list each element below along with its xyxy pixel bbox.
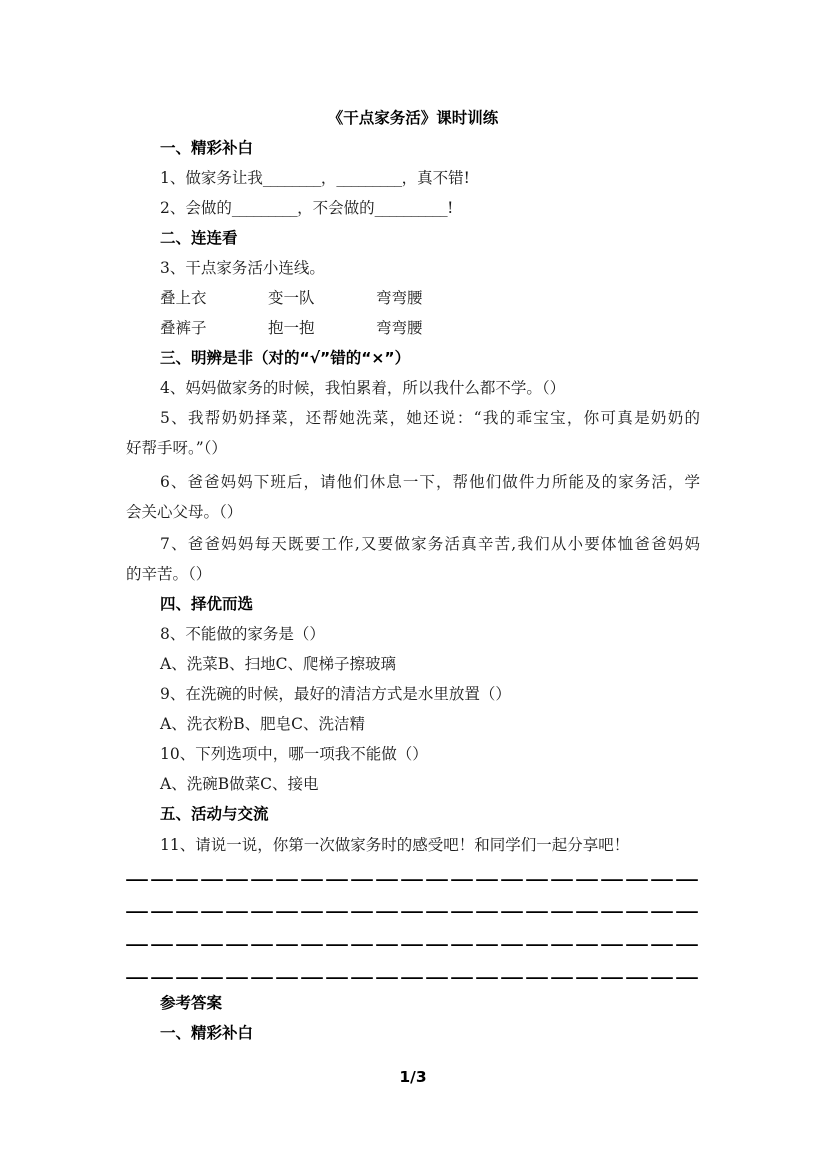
answer-line[interactable]: ———————————————————————: [125, 869, 700, 889]
matching-item: 弯弯腰: [376, 289, 423, 307]
section-heading-activity: 五、活动与交流: [160, 805, 269, 823]
matching-item: 弯弯腰: [376, 319, 423, 337]
question-8: 8、不能做的家务是（）: [160, 625, 325, 643]
answer-line[interactable]: ———————————————————————: [125, 934, 700, 954]
question-10: 10、下列选项中，哪一项我不能做（）: [160, 745, 428, 763]
question-4: 4、妈妈做家务的时候，我怕累着，所以我什么都不学。（）: [160, 379, 566, 397]
question-1-separator: ，: [320, 169, 337, 187]
question-11: 11、请说一说，你第一次做家务时的感受吧！和同学们一起分享吧！: [160, 836, 630, 854]
question-6-line-1: 6、爸爸妈妈下班后，请他们休息一下，帮他们做件力所能及的家务活，学: [160, 473, 700, 491]
section-heading-true-false: 三、明辨是非（对的“√”错的“×”）: [160, 349, 411, 367]
question-1-suffix: ，真不错!: [401, 169, 470, 187]
blank-field[interactable]: _________: [336, 169, 402, 187]
question-2: [160, 197, 453, 219]
question-2-middle: ，不会做的: [297, 199, 375, 217]
matching-row: [0, 317, 826, 339]
answer-key-heading: 参考答案: [160, 994, 223, 1012]
question-2-prefix: 2、会做的: [160, 199, 232, 217]
answer-line[interactable]: ———————————————————————: [125, 967, 700, 987]
matching-item: 变一队: [268, 289, 315, 307]
question-6-line-2: 会关心父母。（）: [126, 503, 243, 521]
matching-item: 抱一抱: [268, 319, 315, 337]
answer-key-section-fill-blanks: 一、精彩补白: [160, 1024, 254, 1042]
question-9-options: A、洗衣粉B、肥皂C、洗洁精: [160, 715, 365, 733]
matching-item: 叠裤子: [160, 319, 207, 337]
question-8-options: A、洗菜B、扫地C、爬梯子擦玻璃: [160, 655, 396, 673]
section-heading-matching: 二、连连看: [160, 229, 238, 247]
blank-field[interactable]: _________: [231, 199, 298, 217]
answer-line[interactable]: ———————————————————————: [125, 901, 700, 921]
page-number: 1/3: [399, 1068, 427, 1086]
document-title: 《干点家务活》课时训练: [327, 109, 499, 127]
matching-item: 叠上衣: [160, 289, 207, 307]
section-heading-multiple-choice: 四、择优而选: [160, 595, 254, 613]
question-5-line-2: 好帮手呀。”（）: [126, 439, 227, 457]
question-1: [160, 167, 470, 189]
question-5-line-1: 5、我帮奶奶择菜，还帮她洗菜，她还说：“我的乖宝宝，你可真是奶奶的: [160, 409, 700, 427]
question-7-line-1: 7、爸爸妈妈每天既要工作,又要做家务活真辛苦,我们从小要体恤爸爸妈妈: [160, 535, 700, 553]
section-heading-fill-blanks: 一、精彩补白: [160, 139, 254, 157]
question-3: 3、干点家务活小连线。: [160, 259, 325, 277]
blank-field[interactable]: ________: [262, 169, 321, 187]
question-7-line-2: 的辛苦。（）: [126, 565, 212, 583]
matching-row: [0, 287, 826, 309]
question-10-options: A、洗碗B做菜C、接电: [160, 775, 319, 793]
question-2-suffix: !: [447, 199, 454, 217]
blank-field[interactable]: __________: [374, 199, 448, 217]
question-1-prefix: 1、做家务让我: [160, 169, 263, 187]
question-9: 9、在洗碗的时候，最好的清洁方式是水里放置（）: [160, 685, 511, 703]
